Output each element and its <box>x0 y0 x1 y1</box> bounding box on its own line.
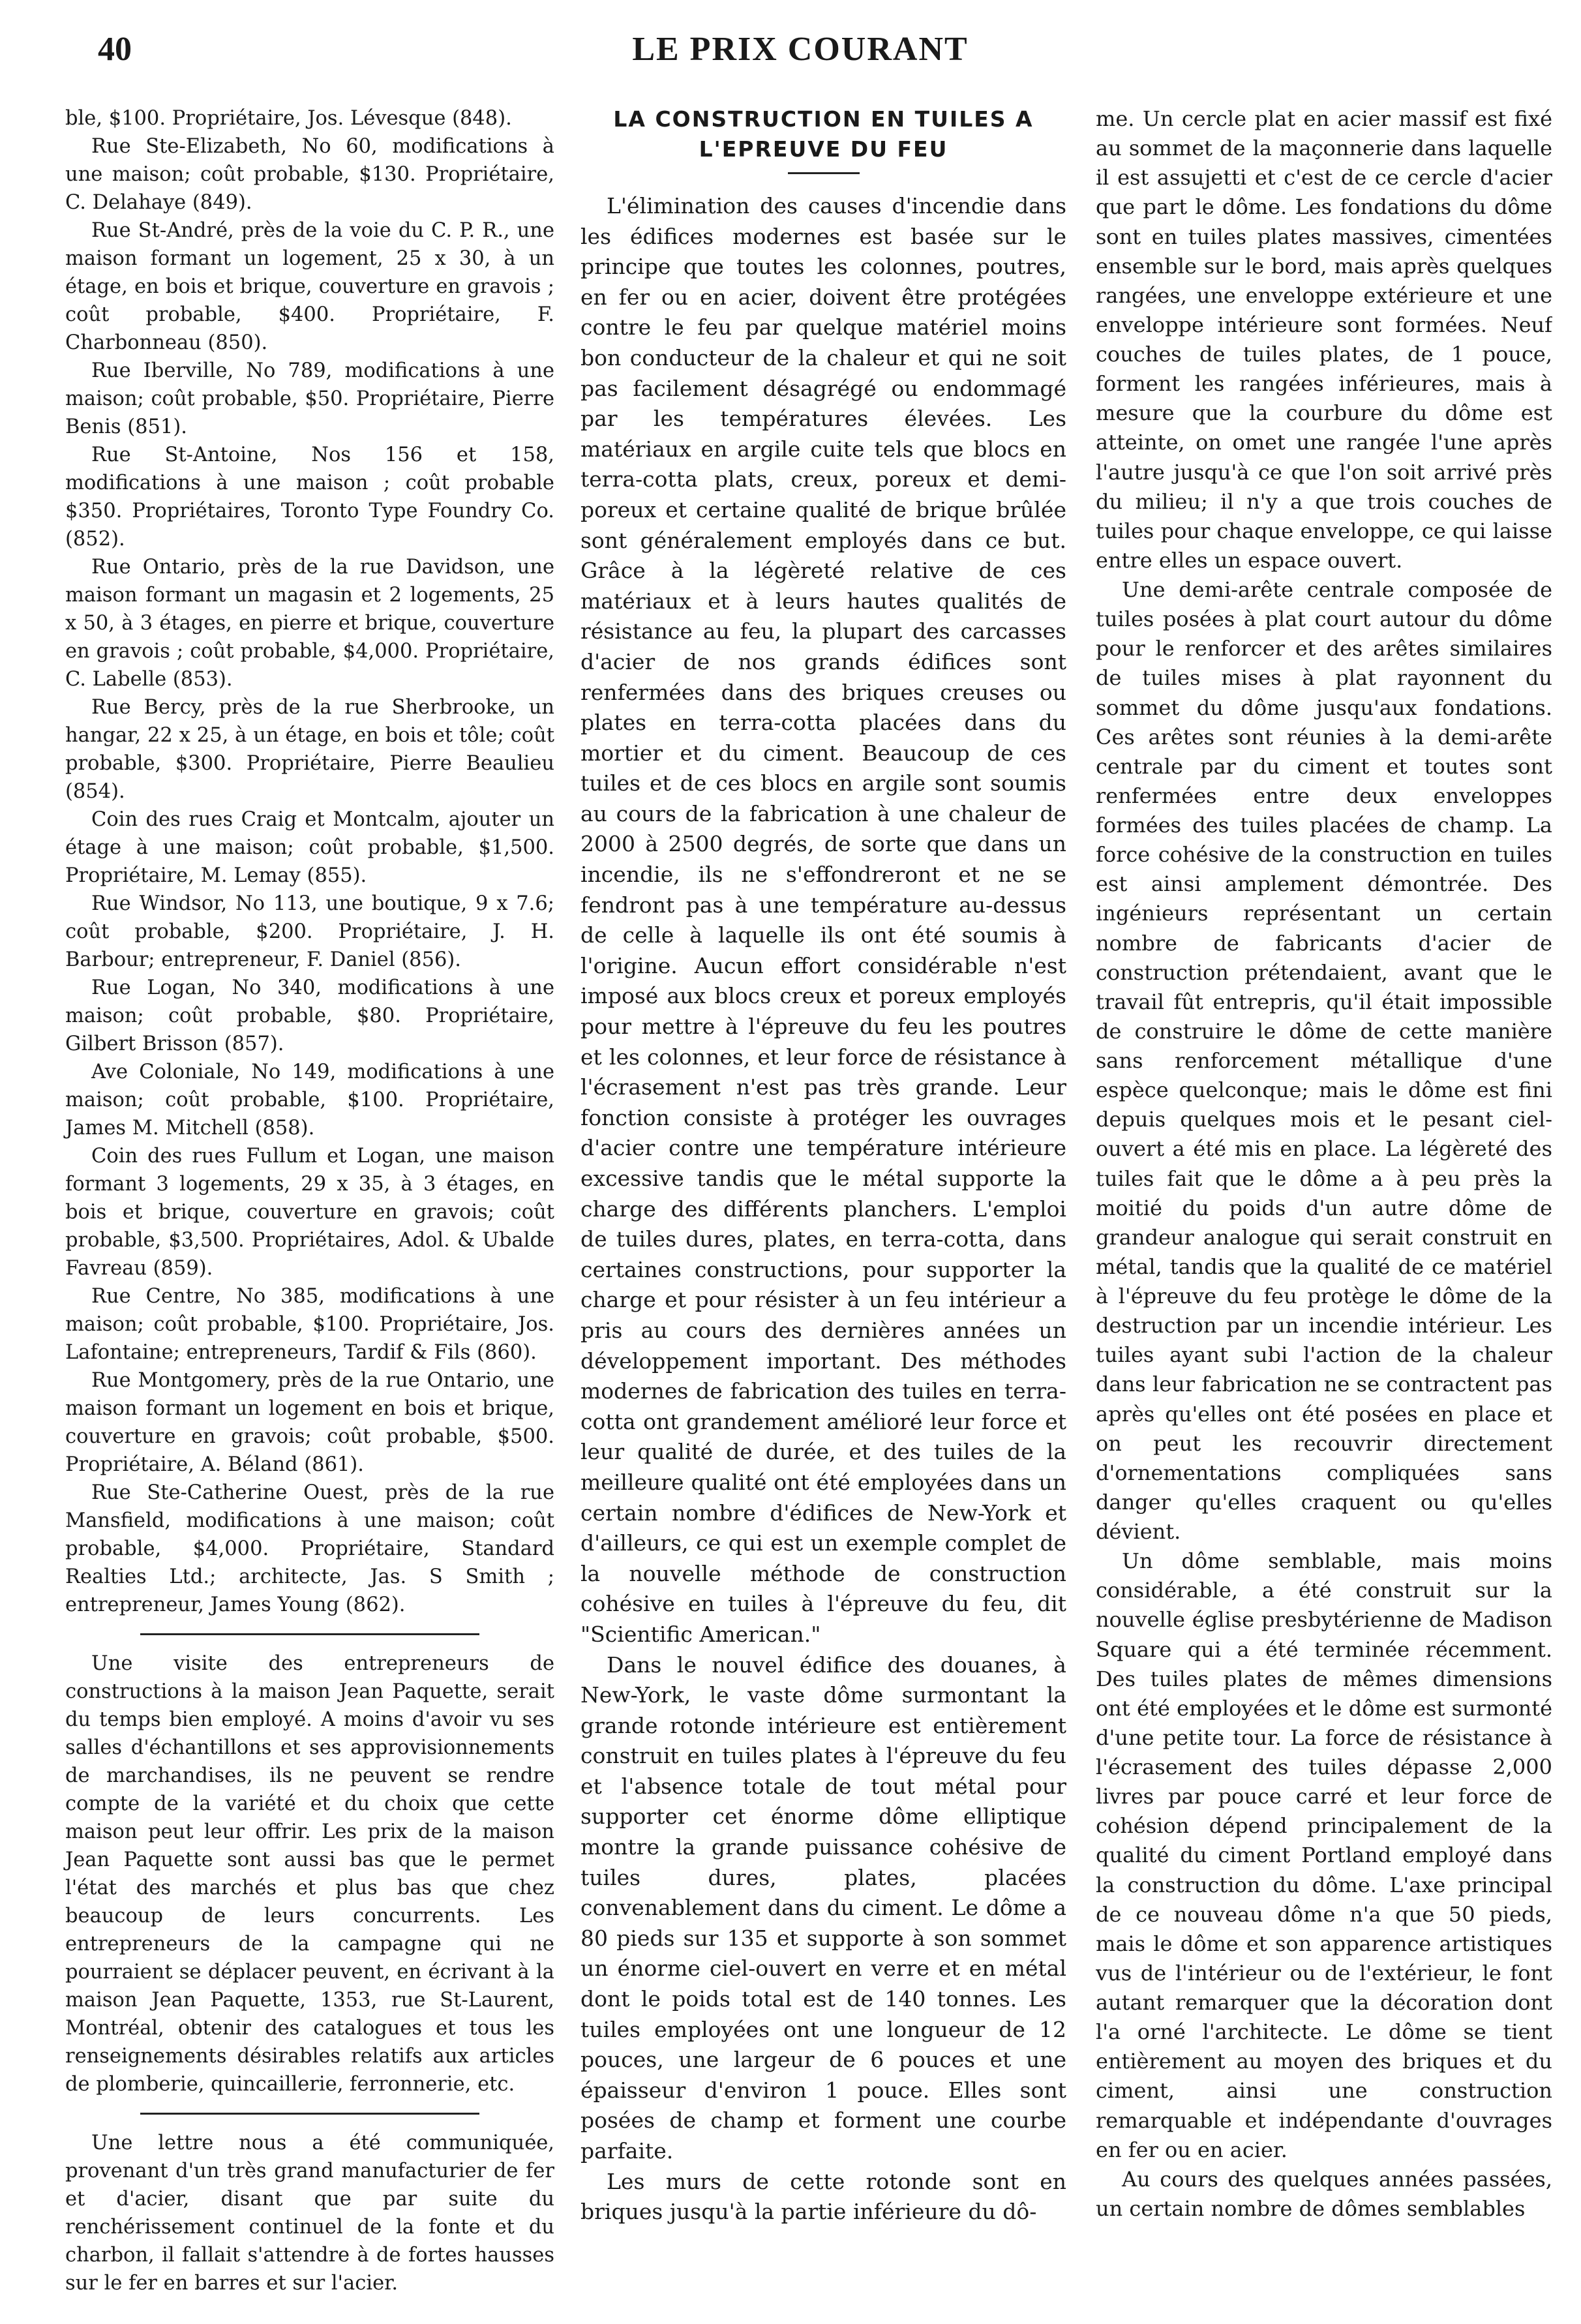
article-paragraph: Un dôme semblable, mais moins considérable, a été construit sur la nouvelle église presbytérienne de Madison Square qui a été terminée récemment. Des tuiles plates de mêmes dimensions ont été employées et le dôme est surmonté d'une petite tour. La force de résistance à l'écrasement des tuiles dépasse 2,000 livres par pouce carré et leur force de cohésion dépend principalement de la qualité du ciment Portland employé dans la construction du dôme. L'axe principal de ce nouveau dôme n'a que 50 pieds, mais le dôme et son apparence artistiques vus de l'intérieur ou de l'extérieur, le font autant remarquer que la décoration dont l'a orné l'architecte. Le dôme se tient entièrement au moyen des briques et du ciment, ainsi une construction remarquable et indépendante d'ouvrages en fer ou en acier. <box>1096 1548 1552 2162</box>
permit-entry: Rue St-Antoine, Nos 156 et 158, modifications à une maison ; coût probable $350. Propriétaires, Toronto Type Foundry Co. (852). <box>65 444 554 551</box>
article-title: LA CONSTRUCTION EN TUILES A L'EPREUVE DU FEU <box>613 106 1034 162</box>
article-paragraph: Au cours des quelques années passées, un certain nombre de dômes semblables <box>1096 2166 1552 2221</box>
column-left <box>65 104 554 2297</box>
column-right <box>1096 104 1552 2224</box>
permit-entry: Rue Ste-Elizabeth, No 60, modifications à une maison; coût probable, $130. Propriétaire, C. Delahaye (849). <box>65 135 554 214</box>
permit-entry: Coin des rues Craig et Montcalm, ajouter un étage à une maison; coût probable, $1,500. Propriétaire, M. Lemay (855). <box>65 808 554 887</box>
column-middle <box>580 104 1066 2227</box>
article-paragraph: Les murs de cette rotonde sont en briques jusqu'à la partie inférieure du dô- <box>580 2168 1066 2225</box>
permit-entry: Rue Montgomery, près de la rue Ontario, une maison formant un logement en bois et brique, couverture en gravois; coût probable, $500. Propriétaire, A. Béland (861). <box>65 1369 554 1476</box>
section-divider <box>140 2113 479 2115</box>
permit-entry: Rue Windsor, No 113, une boutique, 9 x 7.6; coût probable, $200. Propriétaire, J. H. Barbour; entrepreneur, F. Daniel (856). <box>65 892 554 971</box>
title-underline <box>788 172 860 174</box>
permit-entry: Rue Iberville, No 789, modifications à une maison; coût probable, $50. Propriétaire, Pierre Benis (851). <box>65 359 554 438</box>
building-permits-list <box>65 104 554 1619</box>
article-paragraph: Une demi-arête centrale composée de tuiles posées à plat court autour du dôme pour le renforcer et des arêtes similaires de tuiles mises à plat rayonnent du sommet du dôme jusqu'aux fondations. Ces arêtes sont réunies à la demi-arête centrale par du ciment et toutes sont renfermées entre deux enveloppes formées des tuiles placées de champ. La force cohésive de la construction en tuiles est ainsi amplement démontrée. Des ingénieurs représentant un certain nombre de fabricants d'acier de construction prétendaient, avant que le travail fût entrepris, qu'il était impossible de construire le dôme de cette manière sans renforcement métallique d'une espèce quelconque; mais le dôme est fini depuis quelques mois et le pesant ciel-ouvert a été mis en place. La légèreté des tuiles fait que le dôme a à peu près la moitié du poids d'un autre dôme de grandeur analogue qui serait construit en métal, tandis que la qualité de ce matériel à l'épreuve du feu protège le dôme de la destruction par un incendie intérieur. Les tuiles ayant subi l'action de la chaleur dans leur fabrication ne se contractent pas après qu'elles ont été posées en place et on peut les recouvrir directement d'ornementations compliquées sans danger qu'elles craquent ou qu'elles dévient. <box>1096 577 1552 1544</box>
section-divider <box>140 1633 479 1635</box>
steel-price-notice: Une lettre nous a été communiquée, provenant d'un très grand manufacturier de fer et d'acier, disant que par suite du renchérissement continuel de la fonte et du charbon, il fallait s'attendre à de fortes hausses sur le fer en barres et sur l'acier. <box>65 2132 554 2295</box>
permit-entry: Coin des rues Fullum et Logan, une maison formant 3 logements, 29 x 35, à 3 étages, en bois et brique, couverture en gravois; coût probable, $3,500. Propriétaires, Adol. & Ubalde Favreau (859). <box>65 1145 554 1280</box>
permit-entry: Rue Ontario, près de la rue Davidson, une maison formant un magasin et 2 logements, 25 x 50, à 3 étages, en pierre et brique, couverture en gravois ; coût probable, $4,000. Propriétaire, C. Labelle (853). <box>65 556 554 691</box>
page-header <box>98 26 1503 72</box>
permit-entry: Rue St-André, près de la voie du C. P. R., une maison formant un logement, 25 x 30, à un étage, en bois et brique, couverture en gravois ; coût probable, $400. Propriétaire, F. Charbonneau (850). <box>65 219 554 354</box>
permit-entry: Rue Ste-Catherine Ouest, près de la rue Mansfield, modifications à une maison; coût probable, $4,000. Propriétaire, Standard Realties Ltd.; architecte, Jas. S Smith ; entrepreneur, James Young (862). <box>65 1481 554 1616</box>
journal-title: LE PRIX COURANT <box>632 31 969 68</box>
permit-entry: Rue Bercy, près de la rue Sherbrooke, un hangar, 22 x 25, à un étage, en bois et tôle; coût probable, $300. Propriétaire, Pierre Beaulieu (854). <box>65 696 554 803</box>
article-paragraph: L'élimination des causes d'incendie dans les édifices modernes est basée sur le principe que toutes les colonnes, poutres, en fer ou en acier, doivent être protégées contre le feu par quelque matériel moins bon conducteur de la chaleur et qui ne soit pas facilement désagrégé ou endommagé par les températures élevées. Les matériaux en argile cuite tels que blocs en terra-cotta plats, creux, poreux et demi-poreux et certaine qualité de brique brûlée sont généralement employés dans ce but. Grâce à la légèreté relative de ces matériaux et à leurs hautes qualités de résistance au feu, la plupart des carcasses d'acier de nos grands édifices sont renfermées dans des briques creuses ou plates en terra-cotta placées dans du mortier et du ciment. Beaucoup de ces tuiles et de ces blocs en argile sont soumis au cours de la fabrication à une chaleur de 2000 à 2500 degrés, de sorte que dans un incendie, ils ne s'effondreront et ne se fendront pas à une température au-dessus de celle à laquelle ils ont été soumis à l'origine. Aucun effort considérable n'est imposé aux blocs creux et poreux employés pour mettre à l'épreuve du feu les poutres et les colonnes, et leur force de résistance à l'écrasement n'est pas très grande. Leur fonction consiste à protéger les ouvrages d'acier contre une température intérieure excessive tandis que le métal supporte la charge des différents planchers. L'emploi de tuiles dures, plates, en terra-cotta, dans certaines constructions, pour supporter la charge et pour résister à un feu intérieur a pris au cours des dernières années un développement important. Des méthodes modernes de fabrication des tuiles en terra-cotta ont grandement amélioré leur force et leur qualité de durée, et des tuiles de la meilleure qualité ont été employées dans un certain nombre d'édifices de New-York et d'ailleurs, ce qui est un exemple complet de la nouvelle méthode de construction cohésive en tuiles à l'épreuve du feu, dit "Scientific American." <box>580 193 1066 1647</box>
paquette-notice: Une visite des entrepreneurs de constructions à la maison Jean Paquette, serait du temps bien employé. A moins d'avoir vu ses salles d'échantillons et ses approvisionnements de marchandises, ils ne peuvent se rendre compte de la variété et du choix que cette maison peut leur offrir. Les prix de la maison Jean Paquette sont aussi bas que le permet l'état des marchés et plus bas que chez beaucoup de leurs concurrents. Les entrepreneurs de la campagne qui ne pourraient se déplacer peuvent, en écrivant à la maison Jean Paquette, 1353, rue St-Laurent, Montréal, obtenir des catalogues et tous les renseignements désirables relatifs aux articles de plomberie, quincaillerie, ferronnerie, etc. <box>65 1652 554 2096</box>
article-paragraph: Dans le nouvel édifice des douanes, à New-York, le vaste dôme surmontant la grande rotonde intérieure est entièrement construit en tuiles plates à l'épreuve du feu et l'absence totale de tout métal pour supporter cet énorme dôme elliptique montre la grande puissance cohésive de tuiles dures, plates, placées convenablement dans du ciment. Le dôme a 80 pieds sur 135 et supporte à son sommet un énorme ciel-ouvert en verre et en métal dont le poids total est de 140 tonnes. Les tuiles employées ont une longueur de 12 pouces, une largeur de 6 pouces et une épaisseur d'environ 1 pouce. Elles sont posées de champ et forment une courbe parfaite. <box>580 1652 1066 2164</box>
permit-entry: Rue Centre, No 385, modifications à une maison; coût probable, $100. Propriétaire, Jos. Lafontaine; entrepreneurs, Tardif & Fils (860). <box>65 1285 554 1364</box>
permit-entry: Ave Coloniale, No 149, modifications à une maison; coût probable, $100. Propriétaire, James M. Mitchell (858). <box>65 1061 554 1139</box>
permit-entry: ble, $100. Propriétaire, Jos. Lévesque (848). <box>65 107 512 130</box>
article-paragraph: me. Un cercle plat en acier massif est fixé au sommet de la maçonnerie dans laquelle il est assujetti et c'est de ce cercle d'acier que part le dôme. Les fondations du dôme sont en tuiles plates massives, cimentées ensemble sur le bord, mais après quelques rangées, une enveloppe extérieure et une enveloppe intérieure sont formées. Neuf couches de tuiles plates, de 1 pouce, forment les rangées inférieures, mais à mesure que la courbure du dôme est atteinte, on omet une rangée l'une après l'autre jusqu'à ce que l'on soit arrivé près du milieu; il n'y a que trois couches de tuiles pour chaque enveloppe, ce qui laisse entre elles un espace ouvert. <box>1096 106 1552 573</box>
page-number: 40 <box>98 31 132 68</box>
permit-entry: Rue Logan, No 340, modifications à une maison; coût probable, $80. Propriétaire, Gilbert Brisson (857). <box>65 976 554 1055</box>
